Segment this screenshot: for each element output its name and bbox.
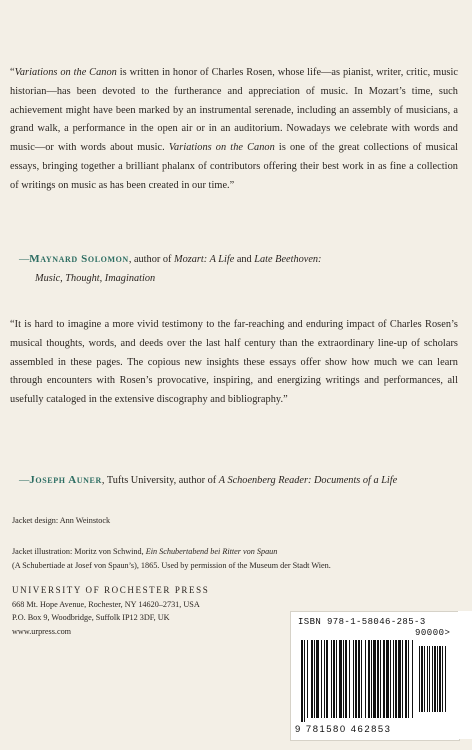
book-title: Variations on the Canon — [14, 67, 117, 78]
jacket-design-credit: Jacket design: Ann Weinstock — [12, 516, 111, 525]
price-addon: 90000> — [415, 628, 451, 638]
quote-text: is written in honor of Charles Rosen, whose life—as pianist, writer, critic, music historian—has been devoted to the furtherance and appreciation of music. In Mozart’s time, such achievement might have been marked by an instrumental serenade, including an assembly of musicians, a grand walk, a performance in the open air or in an auditorium. Nowadays we celebrate with words and music—or with words about music. — [10, 67, 458, 154]
barcode-sticker-edge — [458, 611, 472, 739]
author-name: Maynard Solomon — [29, 253, 129, 265]
credit-text: Jacket illustration: Moritz von Schwind, — [12, 547, 146, 556]
jacket-illustration-credit — [12, 545, 462, 572]
barcode-digits: 9 781580 462853 — [295, 724, 392, 735]
attribution-dash: — — [19, 475, 30, 486]
blurb-quote-solomon — [10, 64, 458, 196]
barcode-icon — [301, 640, 451, 722]
quote-text: is one of the great collections of musical essays, bringing together a brilliant phalanx of contributors offering their best work in as fine a collection of writings on music as has been created in our time.” — [10, 142, 458, 191]
book-title: Music, Thought, Imagination — [35, 273, 156, 284]
book-title: Mozart: A Life — [174, 254, 235, 265]
open-quote: “ — [10, 67, 15, 78]
book-title: Variations on the Canon — [168, 142, 275, 154]
publisher-address-us: 668 Mt. Hope Avenue, Rochester, NY 14620–2731, USA — [12, 599, 200, 609]
book-title: Late Beethoven: — [254, 254, 322, 265]
author-name: Joseph Auner — [29, 474, 102, 486]
publisher-name: UNIVERSITY OF ROCHESTER PRESS — [12, 585, 210, 595]
book-title: A Schoenberg Reader: Documents of a Life — [218, 475, 398, 486]
blurb-quote-auner: “It is hard to imagine a more vivid testimony to the far-reaching and enduring impact of Charles Rosen’s musical thoughts, words, and deeds over the last half century than the extraordinary line-up of scholars assembled in these pages. The copious new insights these essays offer show how much we can learn through encounters with Rosen’s provocative, inspiring, and energizing writings and performances, all usefully cataloged in the extensive discography and bibliography.” — [10, 319, 458, 406]
publisher-block — [12, 584, 292, 638]
publisher-address-uk: P.O. Box 9, Woodbridge, Suffolk IP12 3DF, UK — [12, 613, 170, 622]
isbn-label: ISBN 978-1-58046-285-3 — [298, 617, 426, 627]
attribution-text: and — [234, 254, 255, 265]
publisher-website[interactable]: www.urpress.com — [12, 626, 72, 636]
attribution-text: , author of — [128, 254, 174, 265]
attribution-dash: — — [19, 254, 30, 265]
attribution-solomon — [19, 250, 459, 288]
artwork-title: Ein Schubertabend bei Ritter von Spaun — [145, 547, 278, 556]
attribution-text: , Tufts University, author of — [101, 475, 219, 486]
attribution-auner — [19, 471, 459, 490]
credit-text: (A Schubertiade at Josef von Spaun’s), 1865. Used by permission of the Museum der Stadt Wien. — [12, 560, 331, 570]
isbn-barcode — [290, 611, 460, 741]
